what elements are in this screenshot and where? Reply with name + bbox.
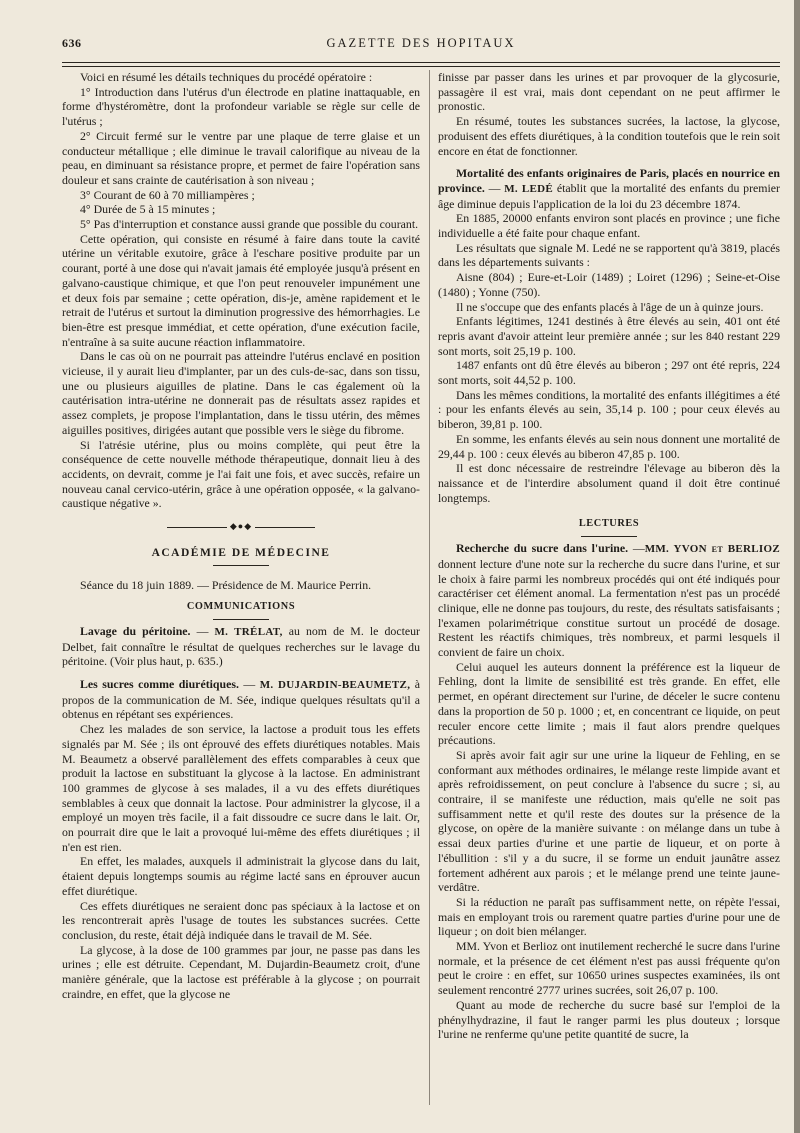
journal-title: GAZETTE DES HOPITAUX bbox=[326, 36, 516, 50]
paragraph-mortalite: Mortalité des enfants originaires de Paris, placés en nourrice en province. — M. LEDÉ établit que la mortalité des enfants du premier âge diminue depuis l'application de la loi du 23 décembre 1874. bbox=[438, 166, 780, 211]
author-name: M. TRÉLAT, bbox=[214, 625, 283, 638]
article-text: donnent lecture d'une note sur la recherche du sucre dans l'urine, et sur le choix à faire parmi les nombreux procédés qui ont été indiqués pour caractériser cet élément anomal. La fermentation n'est pas un procédé clinique, elle ne donne pas toujours, du reste, des résultats satisfaisants ; l'examen polarimétrique constitue surtout un procédé de dosage. Restent les réactifs chimiques, très nombreux, et parmi lesquels il convient de faire un choix. bbox=[438, 556, 780, 660]
page-number: 636 bbox=[62, 36, 82, 50]
paragraph: Celui auquel les auteurs donnent la préférence est la liqueur de Fehling, dont la limite de sensibilité est très grande. En effet, elle permet, en opérant directement sur l'urine, de déceler le sucre contenu dans la proportion de 50 p. 1000 ; et, en concentrant ce liquide, on peut reculer encore cette limite ; mais il faut alors prendre quelques précautions. bbox=[438, 659, 780, 748]
header-rule bbox=[62, 62, 780, 63]
paragraph: En somme, les enfants élevés au sein nous donnent une mortalité de 29,44 p. 100 : ceux élevés au biberon 47,85 p. 100. bbox=[438, 431, 780, 461]
article-text: à propos de la communication de M. Sée, indique quelques résultats qu'il a obtenus en répétant ses expériences. bbox=[62, 677, 420, 722]
paragraph: Si la réduction ne paraît pas suffisamment nette, on répète l'essai, mais en employant trois ou rarement quatre parties d'urine pour une de liqueur ; on doit bien mélanger. bbox=[438, 894, 780, 939]
list-item: 4° Durée de 5 à 15 minutes ; bbox=[80, 202, 216, 217]
paragraph: Voici en résumé les détails techniques du procédé opératoire : bbox=[80, 70, 373, 84]
header-rule-thin bbox=[62, 66, 780, 67]
paragraph: Chez les malades de son service, la lactose a produit tous les effets signalés par M. Sée ; ils ont éprouvé des effets diurétiques notables. Mais M. Beaumetz a observé parallèlement des effets comparables à ceux que produit la lactose en substituant la glycose à la lactose. En administrant 100 grammes de glycose à ses malades, il a vu des effets diurétiques semblables à ceux que donnait la lactose. Pour administrer la glycose, il a employé un moyen très facile, il a fait dissoudre ce sucre dans le lait. Or, on pourrait dire que le lait a provoqué lui-même des effets diurétiques ; il n'en est rien. bbox=[62, 722, 420, 854]
paragraph: En résumé, toutes les substances sucrées, la lactose, la glycose, produisent des effets diurétiques, à la condition toutefois que le rein soit encore en état de fonctionner. bbox=[438, 114, 780, 158]
paragraph: En 1885, 20000 enfants environ sont placés en province ; une fiche individuelle a été faite pour chaque enfant. bbox=[438, 211, 780, 241]
paragraph: Ces effets diurétiques ne seraient donc pas spéciaux à la lactose et on les rencontrerait après l'usage de toutes les substances sucrées. Cette conclusion, du reste, était déjà indiquée dans le travail de M. Sée. bbox=[62, 898, 420, 942]
paragraph: Il est donc nécessaire de restreindre l'élevage au biberon dès la naissance et de l'interdire absolument quand il doit être continué longtemps. bbox=[438, 461, 780, 505]
paragraph: Il ne s'occupe que des enfants placés à l'âge de un à quinze jours. bbox=[456, 299, 764, 314]
subheading-communications: COMMUNICATIONS bbox=[186, 601, 296, 613]
article-title: Les sucres comme diurétiques. bbox=[80, 677, 239, 692]
section-ornament: ◆●◆ bbox=[62, 519, 420, 534]
paragraph: Si après avoir fait agir sur une urine la liqueur de Fehling, en se conformant aux méthodes ordinaires, le mélange reste limpide avant et après refroidissement, on peut conclure à l'absence du sucre ; si, au contraire, il se manifeste une réduction, mais qu'elle ne soit pas suffisamment nette et qu'il reste des doutes sur la présence de la glycose, on opère de la manière suivante : on mélange dans un tube à essai deux parties d'urine et une partie de liqueur, et on porte à l'ébullition : s'il y a du sucre, il se forme un enduit jaunâtre assez fortement adhérent aux parois ; et le mélange prend une teinte jaune-verdâtre. bbox=[438, 747, 780, 895]
paragraph: Dans le cas où on ne pourrait pas atteindre l'utérus enclavé en position vicieuse, il y aurait lieu d'implanter, par un des culs-de-sac, dans son tissu, une ou plusieurs aiguilles de platine. Dans le cas également où la cautérisation intra-utérine ne donnerait pas de résultats assez rapides et assez complets, je propose l'implantation, dans le tissu utérin, des mêmes aiguilles positives, dirigées autant que possible vers le siège du fibrome. bbox=[62, 349, 420, 437]
paragraph: Quant au mode de recherche du sucre basé sur l'emploi de la phénylhydrazine, il faut le ranger parmi les plus douteux ; lorsque l'urine ne renferme qu'une petite quantité de sucre, la bbox=[438, 997, 780, 1042]
paragraph: Dans les mêmes conditions, la mortalité des enfants illégitimes a été : pour les enfants élevés au sein, 35,14 p. 100 ; pour ceux élevés au biberon, 39,81 p. 100. bbox=[438, 387, 780, 432]
section-title-academie: ACADÉMIE DE MÉDECINE bbox=[151, 546, 331, 559]
paragraph: Les résultats que signale M. Ledé ne se rapportent qu'à 3819, placés dans les départements suivants : bbox=[438, 240, 780, 270]
list-item: 2° Circuit fermé sur le ventre par une plaque de terre glaise et un conducteur métallique ; elle diminue le travail calorifique au niveau de la peau, en diminuant sa résistance propre, et permet de faire l'opération sans douleur et sans crainte de cautérisation à son niveau ; bbox=[62, 128, 420, 187]
paragraph: Enfants légitimes, 1241 destinés à être élevés au sein, 401 ont été repris avant d'avoir atteint leur première année ; sur les 840 restant 229 sont morts, soit 25,19 p. 100. bbox=[438, 314, 780, 358]
list-item: 5° Pas d'interruption et constance aussi grande que possible du courant. bbox=[80, 217, 419, 232]
list-item: 3° Courant de 60 à 70 milliampères ; bbox=[80, 187, 255, 202]
article-title: Mortalité des enfants originaires de Paris, placés en nourrice en province. bbox=[438, 166, 780, 195]
paragraph: finisse par passer dans les urines et par provoquer de la glycosurie, passagère il est vrai, mais dont cependant on ne peut affirmer le pronostic. bbox=[438, 70, 780, 114]
article-text: au nom de M. le docteur Delbet, fait connaître le résultat de quelques recherches sur le lavage du péritoine. (Voir plus haut, p. 635.) bbox=[62, 623, 420, 669]
paragraph: En effet, les malades, auxquels il administrait la glycose dans du lait, étaient depuis longtemps soumis au régime lacté sans en éprouver aucun effet diurétique. bbox=[62, 854, 420, 898]
article-title: Lavage du péritoine. bbox=[80, 623, 191, 638]
paragraph: Aisne (804) ; Eure-et-Loir (1489) ; Loiret (1296) ; Seine-et-Oise (1480) ; Yonne (750). bbox=[438, 270, 780, 299]
article-title: Recherche du sucre dans l'urine. bbox=[456, 541, 629, 556]
paragraph: MM. Yvon et Berlioz ont inutilement recherché le sucre dans l'urine normale, et la présence de cet élément n'est pas aussi fréquente qu'on peut le croire : en effet, sur 10650 urines suspectes examinées, ils ont seulement rencontré 2777 urines sucrées, soit 26,07 p. 100. bbox=[438, 939, 780, 998]
page-header bbox=[62, 36, 780, 56]
seance-line: Séance du 18 juin 1889. — Présidence de M. Maurice Perrin. bbox=[80, 577, 372, 592]
page-edge-shadow bbox=[794, 0, 800, 1133]
subheading-lectures: LECTURES bbox=[578, 518, 640, 530]
left-column bbox=[62, 70, 420, 1133]
right-column bbox=[438, 70, 780, 1133]
column-divider bbox=[429, 70, 430, 1105]
paragraph: 1487 enfants ont dû être élevés au biberon ; 297 ont été repris, 224 sont morts, soit 44,52 p. 100. bbox=[438, 358, 780, 388]
paragraph-sucres: Les sucres comme diurétiques. — M. DUJARDIN-BEAUMETZ, à propos de la communication de M. Sée, indique quelques résultats qu'il a obtenus en répétant ses expériences. bbox=[62, 677, 420, 722]
paragraph: Si l'atrésie utérine, plus ou moins complète, qui peut être la conséquence de cette nouvelle méthode thérapeutique, donnait lieu à des accidents, on devrait, comme je l'ai fait une fois, et avec succès, refaire un nouveau canal cervico-utérin, grâce à une opération opposée, « la galvano-caustique négative ». bbox=[62, 437, 420, 511]
author-name: MM. YVON et BERLIOZ bbox=[644, 543, 780, 556]
paragraph: La glycose, à la dose de 100 grammes par jour, ne passe pas dans les urines ; elle est détruite. Cependant, M. Dujardin-Beaumetz croit, d'une manière générale, que la lactose est préférable à la glycose ; on pourrait craindre, en effet, que la glycose ne bbox=[62, 942, 420, 1001]
list-item: 1° Introduction dans l'utérus d'un électrode en platine inattaquable, en forme d'hystéromètre, dont la profondeur variable se règle sur celle de l'utérus ; bbox=[62, 84, 420, 129]
paragraph: Cette opération, qui consiste en résumé à faire dans toute la cavité utérine un véritable exutoire, grâce à l'eschare positive produite par un courant, porté à une dose qui n'avait jamais été employée jusqu'à présent en galvano-caustique chimique, et que l'on peut renouveler impunément une et deux fois par semaine ; cette opération, dis-je, amène rapidement et le retrait de l'utérus et surtout la diminution progressive des hémorrhagies. Le bien-être est presque immédiat, et cette opération, d'une exécution facile, n'entraîne à sa suite aucune réaction inflammatoire. bbox=[62, 231, 420, 349]
paragraph-recherche: Recherche du sucre dans l'urine. —MM. YVON et BERLIOZ donnent lecture d'une note sur la recherche du sucre dans l'urine, et sur le choix à faire parmi les nombreux procédés qui ont été indiqués pour caractériser cet élément anomal. La fermentation n'est pas un procédé clinique, elle ne donne pas toujours, du reste, des résultats satisfaisants ; l'examen polarimétrique constitue surtout un procédé de dosage. Restent les réactifs chimiques, très nombreux, et parmi lesquels il convient de faire un choix. bbox=[438, 541, 780, 660]
author-name: M. DUJARDIN-BEAUMETZ, bbox=[259, 679, 411, 692]
author-name: M. LEDÉ bbox=[504, 182, 554, 195]
paragraph-lavage: Lavage du péritoine. — M. TRÉLAT, au nom de M. le docteur Delbet, fait connaître le résultat de quelques recherches sur le lavage du péritoine. (Voir plus haut, p. 635.) bbox=[62, 623, 420, 669]
article-text: établit que la mortalité des enfants du premier âge diminue depuis l'application de la loi du 23 décembre 1874. bbox=[438, 180, 780, 211]
